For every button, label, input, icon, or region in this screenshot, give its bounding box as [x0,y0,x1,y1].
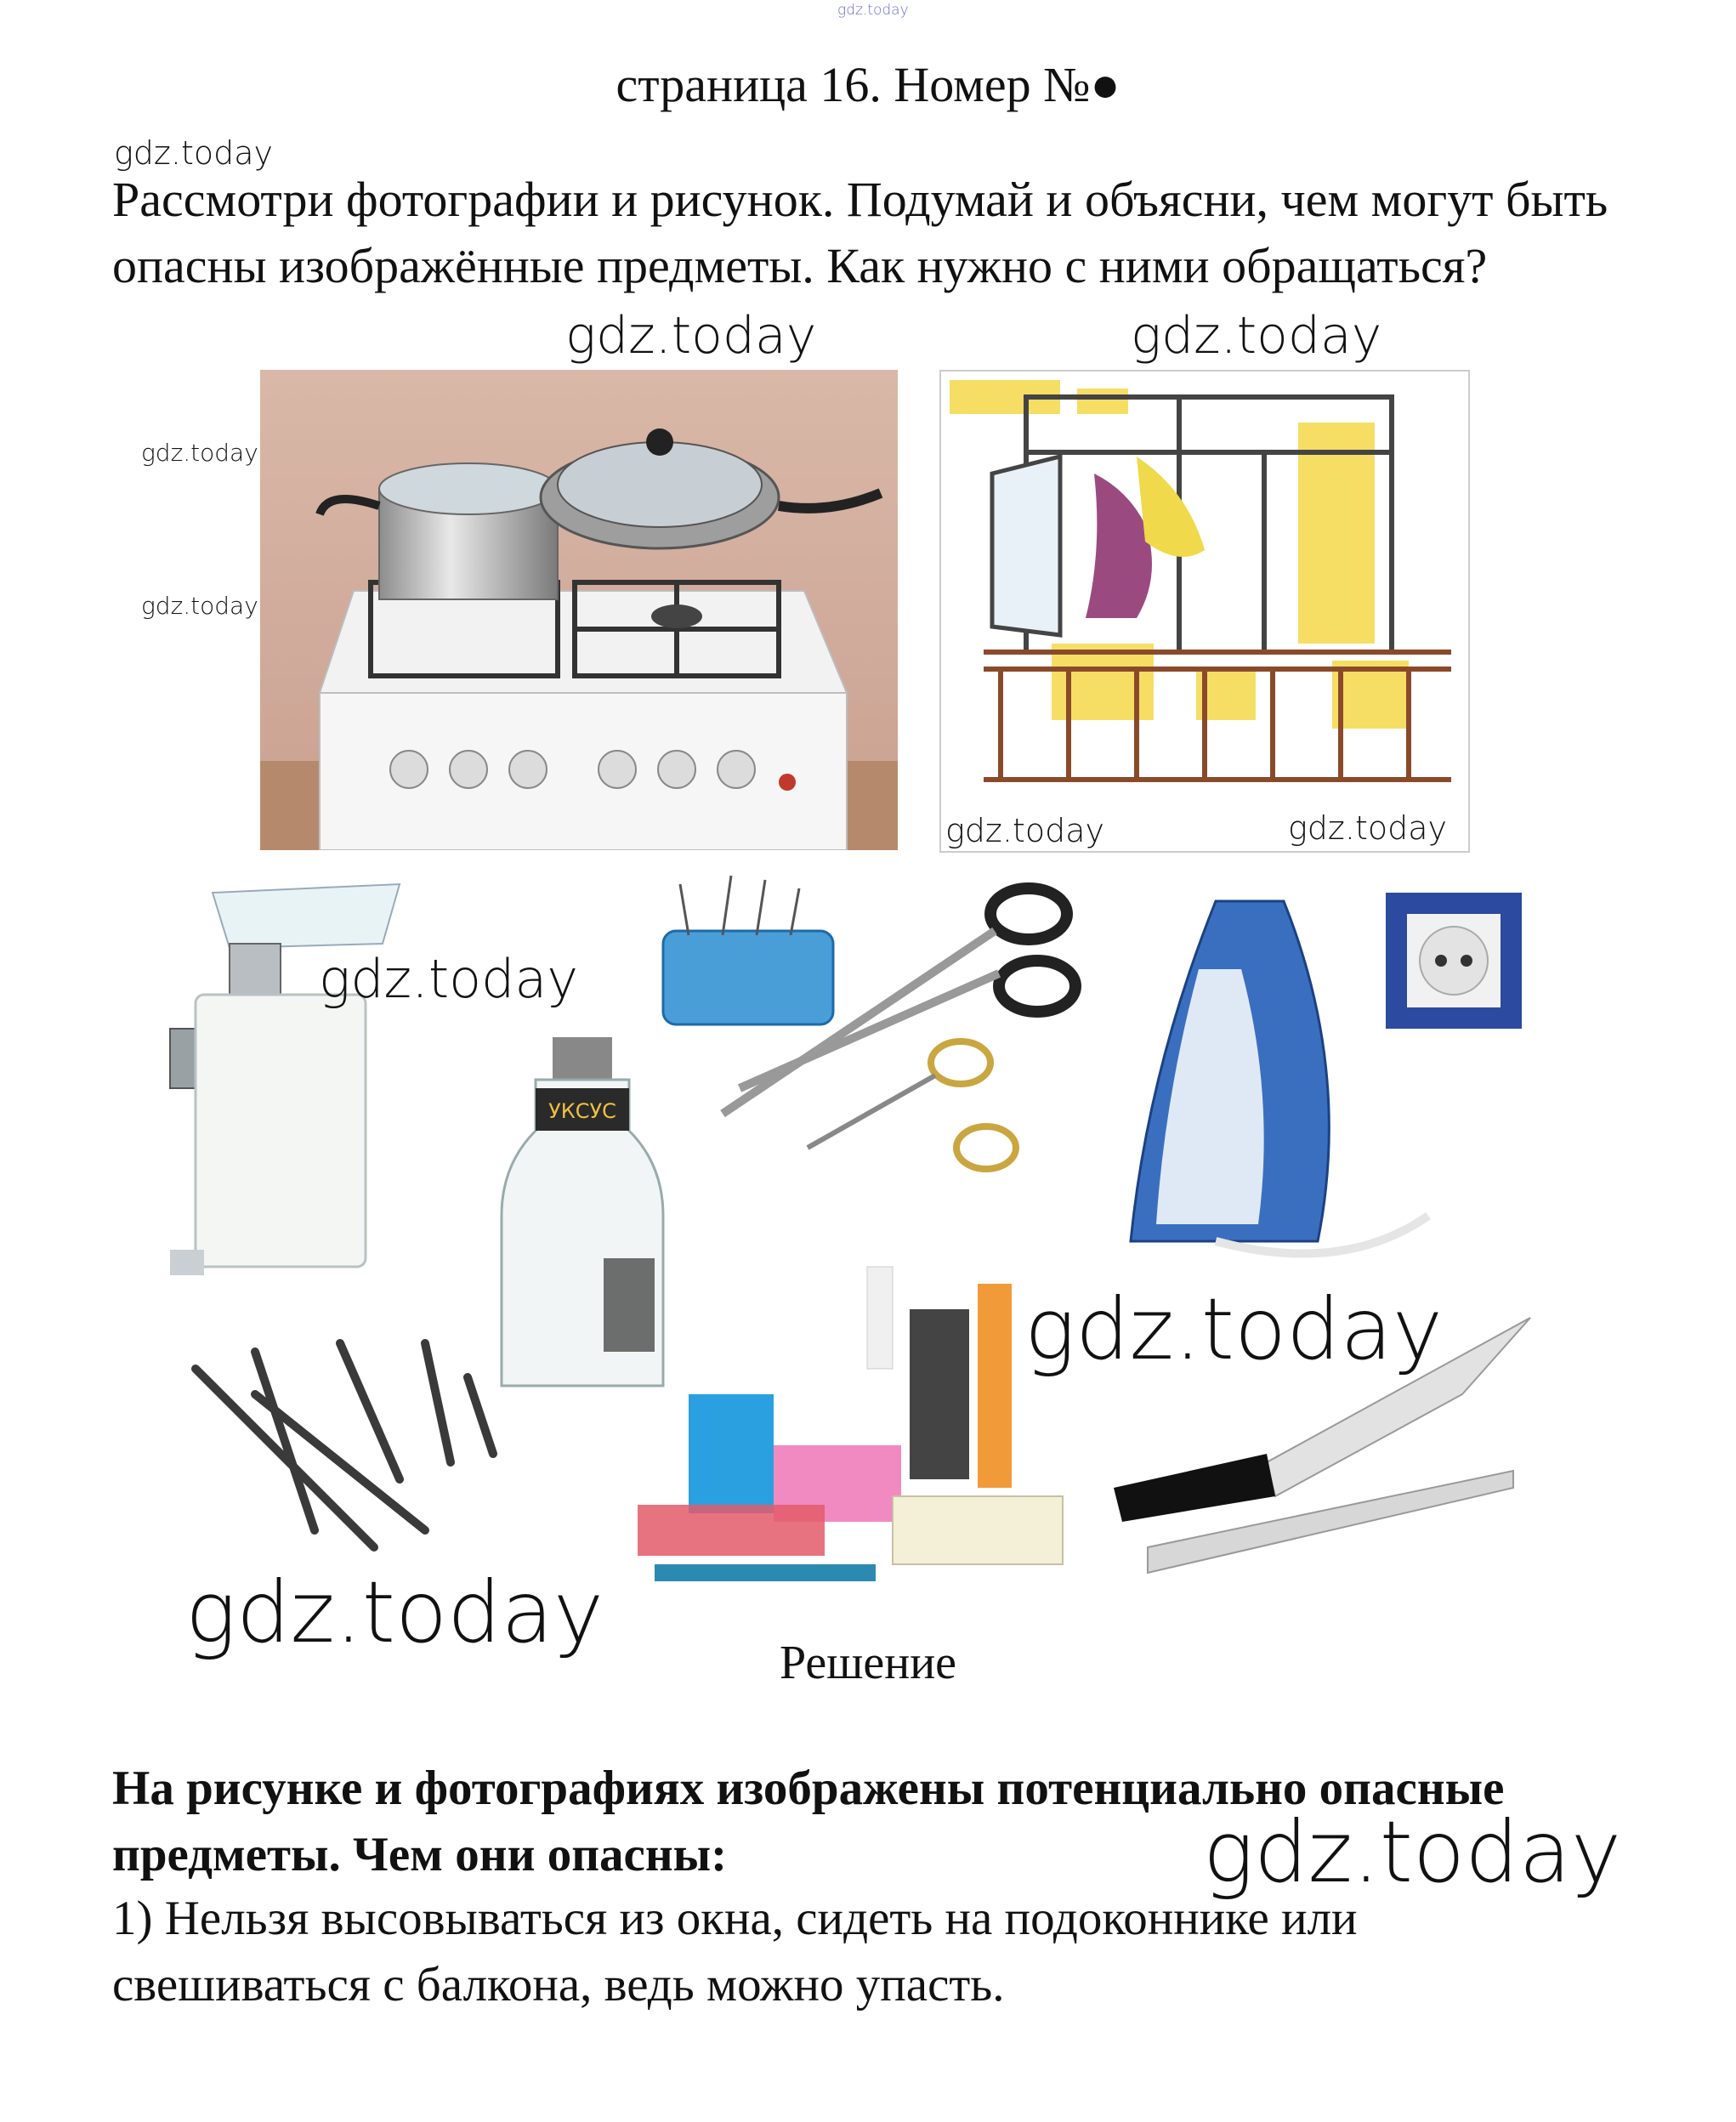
watermark-collage-1: gdz.today [319,948,579,1010]
page-title: страница 16. Номер №● [616,57,1120,112]
window-balcony-drawing [939,370,1470,853]
watermark-answer: gdz.today [1203,1802,1622,1902]
nails-icon [196,1343,493,1547]
task-text: Рассмотри фотографии и рисунок. Подумай и объясни, чем могут быть опасны изображённые предметы. Как нужно с ними обращаться? [112,172,1608,293]
solution-label: Решение [779,1637,957,1689]
watermark-image2: gdz.today [1131,306,1382,366]
stove-photo [260,370,898,850]
watermark-window-bottom-right: gdz.today [1288,809,1447,847]
stove-illustration [260,370,898,850]
meat-grinder-icon [170,884,400,1275]
medicines-icon [638,1267,1063,1581]
watermark-left-1: gdz.today [141,439,258,467]
vinegar-bottle-icon [502,1037,663,1386]
watermark-window-bottom-left: gdz.today [945,812,1104,849]
window-illustration [941,372,1468,851]
vinegar-label: УКСУС [548,1099,616,1123]
power-socket-icon [1386,893,1522,1029]
watermark-task: gdz.today [114,134,273,172]
small-scissors-icon [808,1041,1016,1169]
watermark-collage-3: gdz.today [185,1563,604,1662]
watermark-top: gdz.today [837,2,909,19]
watermark-collage-2: gdz.today [1024,1279,1444,1379]
watermark-image1: gdz.today [565,306,817,366]
iron-icon [1131,901,1428,1254]
answer-item-1: 1) Нельзя высовываться из окна, сидеть на подоконнике или свешиваться с балкона, ведь можно упасть. [112,1892,1358,2011]
answer-heading: На рисунке и фотографиях изображены потенциально опасные предметы. Чем они опасны: [112,1762,1505,1881]
pincushion-icon [663,876,833,1024]
watermark-left-2: gdz.today [141,592,258,620]
